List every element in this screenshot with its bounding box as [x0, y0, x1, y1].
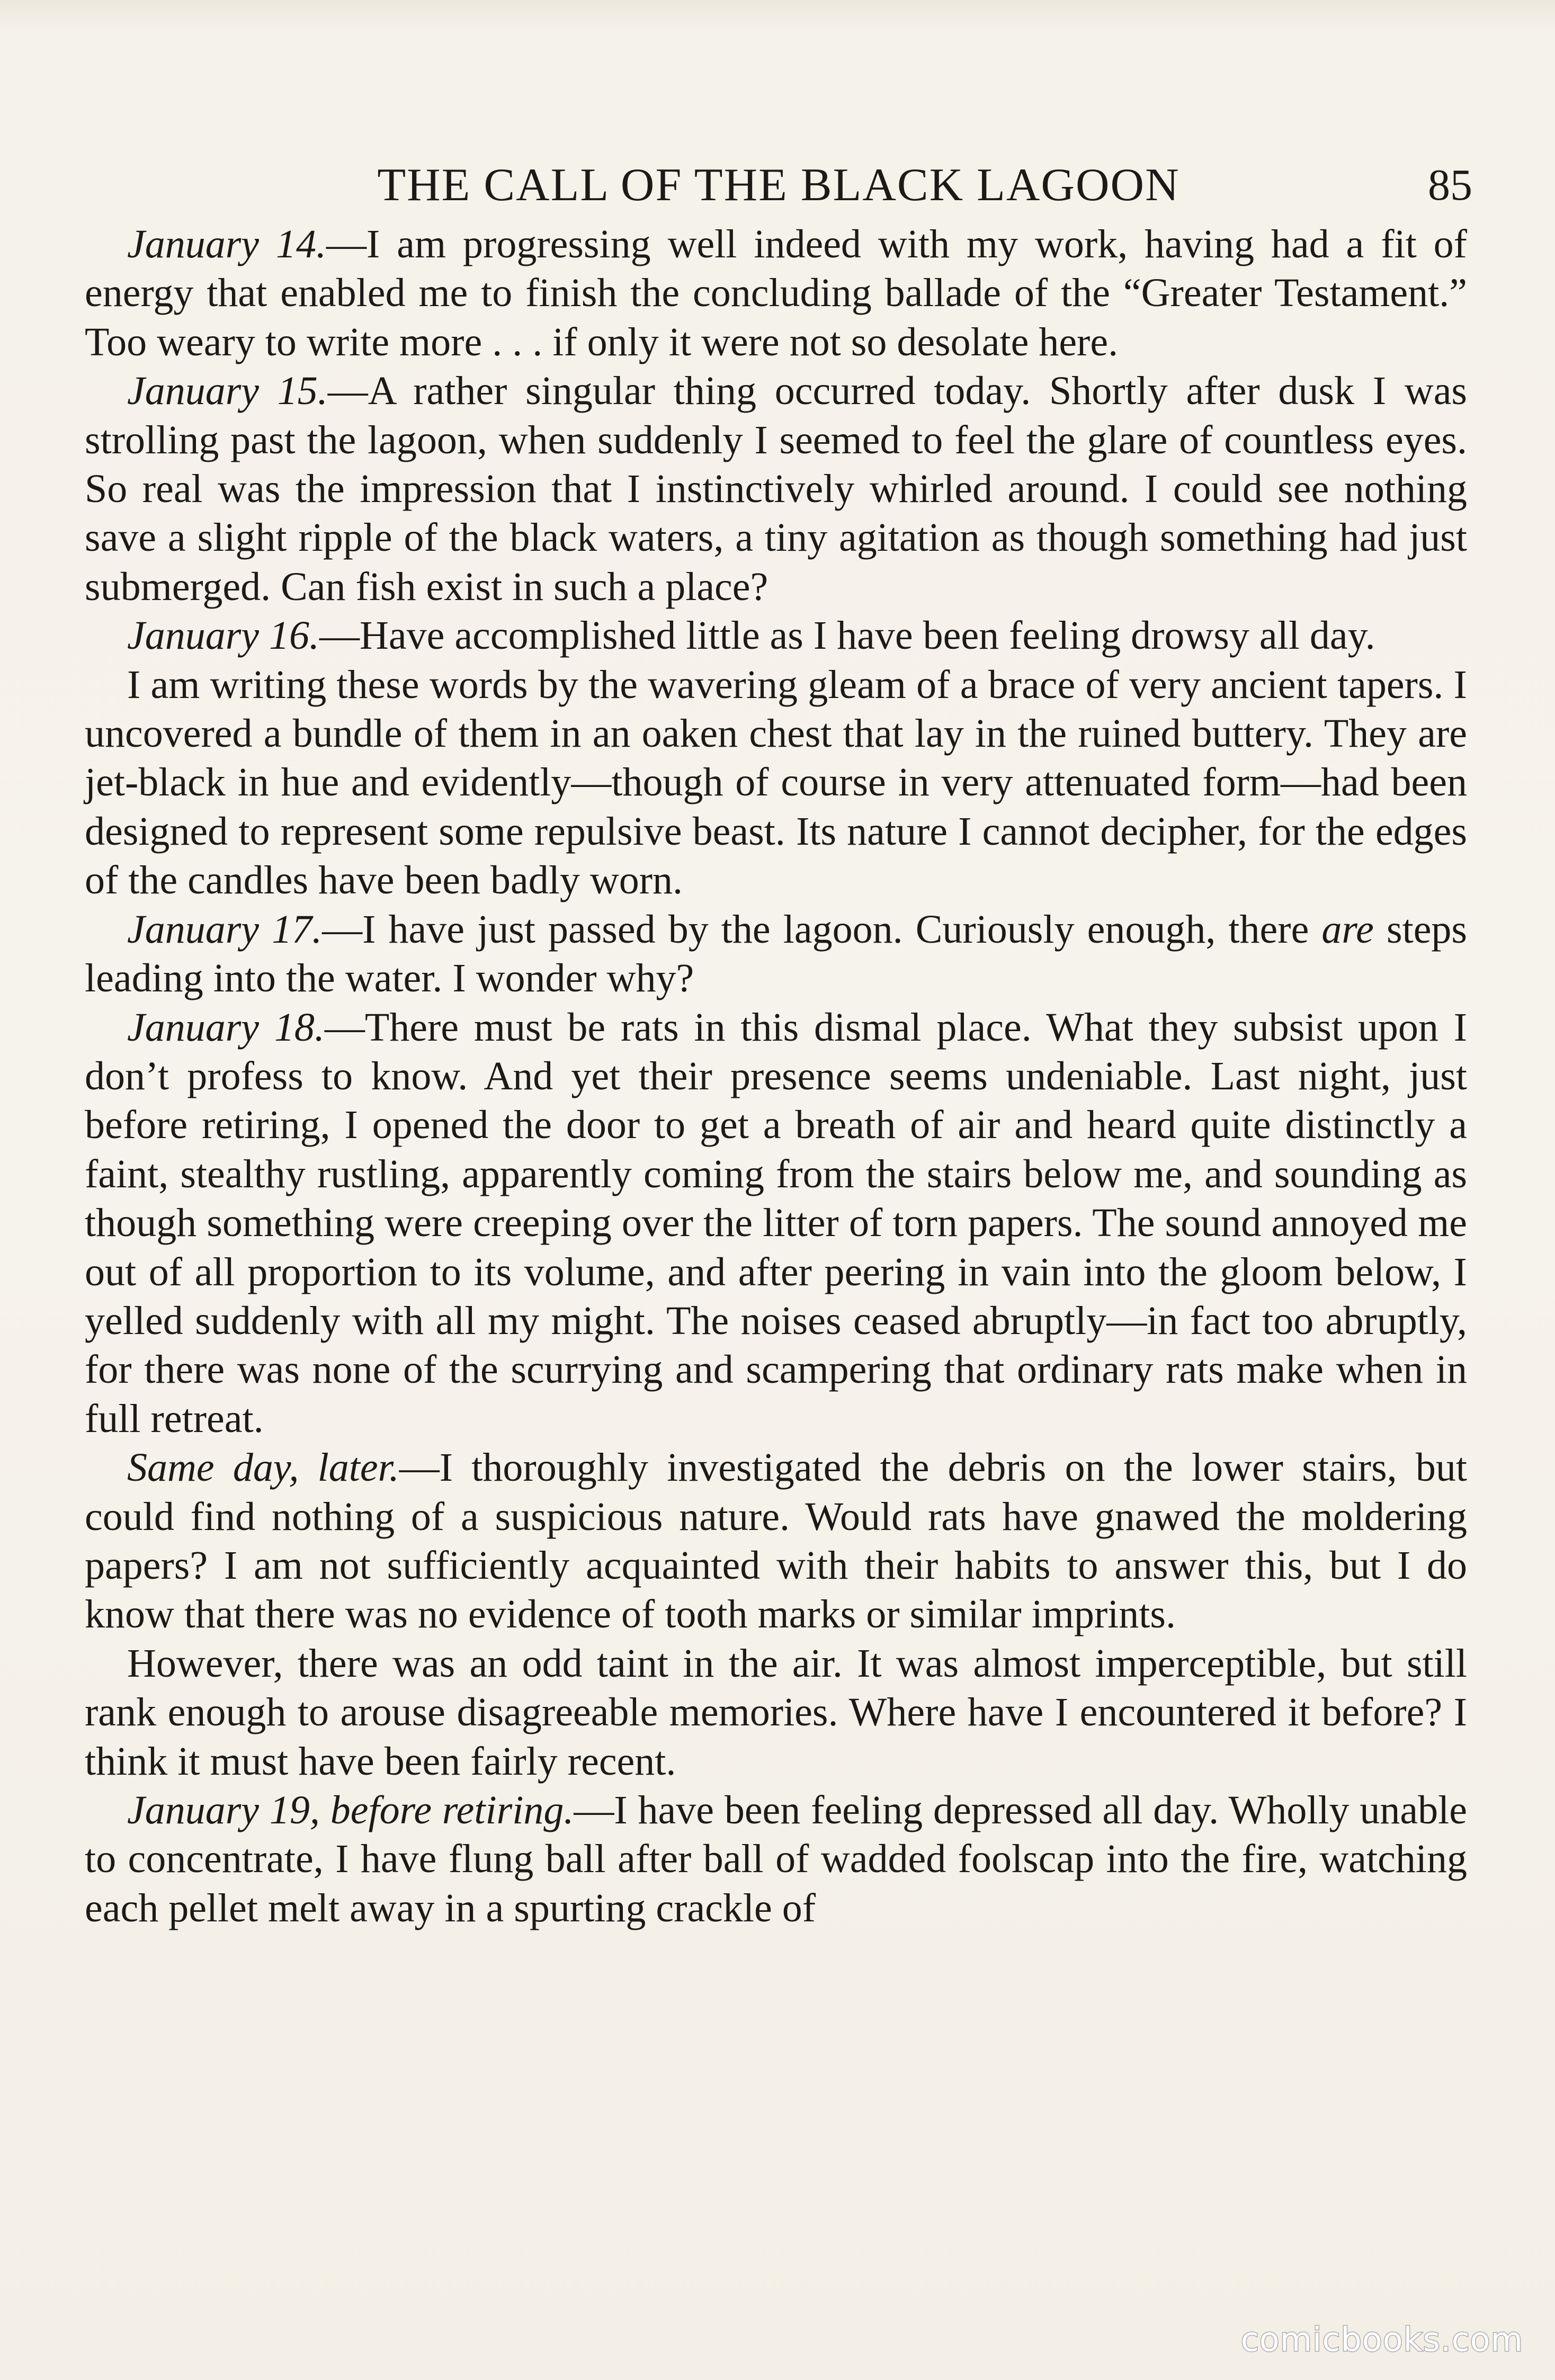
emphasis-word: are — [1321, 907, 1374, 952]
entry-text: —I am progressing well indeed with my work, having had a fit of energy that enabled me to finish the concluding ballade of the “Greater Testament.” Too weary to write more . . . if only it were not so desolate here. — [85, 222, 1467, 364]
page-number: 85 — [1428, 160, 1472, 210]
entry-text: —I thoroughly investigated the debris on the lower stairs, but could find nothing of a suspicious nature. Would rats have gnawed the moldering papers? I am not sufficiently acquainted with their habits to answer this, but I do know that there was no evidence of tooth marks or similar imprints. — [85, 1445, 1467, 1637]
entry-text: —There must be rats in this dismal place. What they subsist upon I don’t profess to know. And yet their presence seems undeniable. Last night, just before retiring, I opened the door to get a breath of air and heard quite distinctly a faint, stealthy rustling, apparently coming from the stairs below me, and sounding as though something were creeping over the litter of torn papers. The sound annoyed me out of all proportion to its volume, and after peering in vain into the gloom below, I yelled suddenly with all my might. The noises ceased abruptly—in fact too abruptly, for there was none of the scurrying and scampering that ordinary rats make when in full retreat. — [85, 1005, 1467, 1441]
paragraph-tapers — [85, 660, 1467, 905]
entry-text: —Have accomplished little as I have been feeling drowsy all day. — [319, 613, 1375, 658]
paragraph-jan-17 — [85, 905, 1467, 1003]
page-header — [85, 154, 1472, 217]
entry-text: —A rather singular thing occurred today. Shortly after dusk I was strolling past the lagoon, when suddenly I seemed to feel the glare of countless eyes. So real was the impression that I instinctively whirled around. I could see nothing save a slight ripple of the black waters, a tiny agitation as though something had just submerged. Can fish exist in such a place? — [85, 369, 1468, 609]
paragraph-jan-19 — [85, 1786, 1467, 1932]
paragraph-same-day-later — [85, 1443, 1467, 1639]
entry-text: —I have been feeling depressed all day. Wholly unable to concentrate, I have flung ball after ball of wadded foolscap into the fire, watching each pellet melt away in a spurting crackle of — [85, 1788, 1467, 1930]
entry-text: steps leading into the water. I wonder why? — [85, 907, 1467, 1001]
paragraph-jan-16 — [85, 611, 1467, 660]
paragraph-jan-15 — [85, 366, 1467, 611]
entry-text: I am writing these words by the wavering gleam of a brace of very ancient tapers. I uncovered a bundle of them in an oaken chest that lay in the ruined buttery. They are jet-black in hue and evidently—though of course in very attenuated form—had been designed to represent some repulsive beast. Its nature I cannot decipher, for the edges of the candles have been badly worn. — [85, 662, 1467, 903]
running-title: THE CALL OF THE BLACK LAGOON — [377, 159, 1180, 211]
body-text — [85, 220, 1467, 1932]
entry-date: January 16. — [127, 613, 320, 658]
paragraph-jan-18 — [85, 1003, 1467, 1444]
entry-text: —I have just passed by the lagoon. Curiously enough, there — [322, 907, 1322, 952]
entry-date: January 18. — [127, 1005, 325, 1050]
site-watermark: comicbooks.com — [1240, 2320, 1523, 2359]
entry-date: January 14. — [127, 222, 326, 266]
entry-date: January 15. — [127, 369, 328, 414]
entry-text: However, there was an odd taint in the air. It was almost imperceptible, but still rank enough to arouse disagreeable memories. Where have I encountered it before? I think it must have been fairly recent. — [85, 1641, 1467, 1784]
entry-date: January 17. — [127, 907, 323, 952]
paragraph-taint — [85, 1639, 1467, 1786]
entry-date: January 19, before retiring. — [127, 1788, 574, 1832]
paragraph-jan-14 — [85, 220, 1467, 366]
entry-date: Same day, later. — [127, 1445, 399, 1490]
